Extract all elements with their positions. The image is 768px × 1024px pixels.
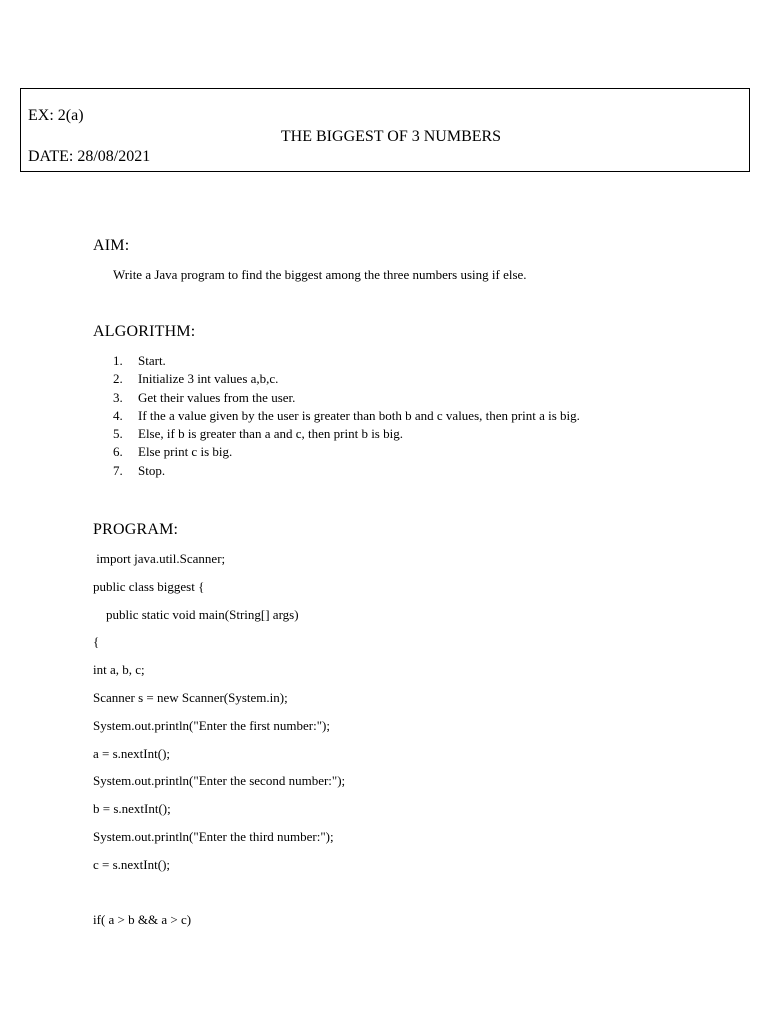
code-line: if( a > b && a > c) — [93, 912, 192, 928]
code-line: import java.util.Scanner; — [93, 551, 226, 566]
algorithm-step-text: Get their values from the user. — [138, 389, 296, 405]
exercise-date: DATE: 28/08/2021 — [28, 148, 151, 165]
algorithm-step-number: 1. — [113, 353, 123, 368]
exercise-number: EX: 2(a) — [28, 107, 84, 124]
aim-text: Write a Java program to find the biggest among the three numbers using if else. — [113, 267, 527, 282]
code-line: System.out.println("Enter the first number:"); — [93, 717, 330, 733]
code-line: public static void main(String[] args) — [93, 606, 299, 622]
algorithm-step-number: 6. — [113, 444, 123, 460]
code-line — [93, 884, 345, 912]
algorithm-step-text: Initialize 3 int values a,b,c. — [138, 371, 279, 387]
algorithm-step-number: 2. — [113, 371, 123, 387]
code-line: System.out.println("Enter the third number:"); — [93, 828, 334, 844]
algorithm-step-number: 3. — [113, 389, 123, 405]
code-line: System.out.println("Enter the second number:"); — [93, 773, 346, 789]
exercise-header-box — [20, 88, 750, 172]
algorithm-step — [113, 370, 580, 388]
algorithm-step-text: Else print c is big. — [138, 444, 233, 460]
algorithm-step — [113, 425, 580, 443]
algorithm-step-number: 5. — [113, 426, 123, 442]
algorithm-step — [113, 389, 580, 407]
code-line: b = s.nextInt(); — [93, 801, 171, 817]
algorithm-step-text: Else, if b is greater than a and c, then print b is big. — [138, 426, 403, 442]
code-line: int a, b, c; — [93, 662, 145, 678]
code-line: c = s.nextInt(); — [93, 856, 171, 872]
code-line: a = s.nextInt(); — [93, 745, 171, 761]
program-code — [93, 550, 345, 939]
code-line: { — [93, 634, 100, 650]
algorithm-steps — [113, 352, 580, 480]
program-heading: PROGRAM: — [93, 521, 179, 538]
algorithm-step-number: 7. — [113, 462, 123, 478]
code-line: Scanner s = new Scanner(System.in); — [93, 689, 288, 705]
aim-heading: AIM: — [93, 237, 130, 254]
algorithm-step-text: Start. — [138, 353, 166, 368]
algorithm-step — [113, 407, 580, 425]
document-title: THE BIGGEST OF 3 NUMBERS — [280, 128, 502, 145]
algorithm-step-number: 4. — [113, 407, 123, 423]
algorithm-heading: ALGORITHM: — [93, 323, 196, 340]
algorithm-step-text: Stop. — [138, 462, 166, 478]
algorithm-step — [113, 352, 580, 370]
algorithm-step — [113, 443, 580, 461]
code-line: public class biggest { — [93, 578, 205, 594]
algorithm-step-text: If the a value given by the user is greater than both b and c values, then print a is big. — [138, 407, 580, 423]
algorithm-step — [113, 462, 580, 480]
